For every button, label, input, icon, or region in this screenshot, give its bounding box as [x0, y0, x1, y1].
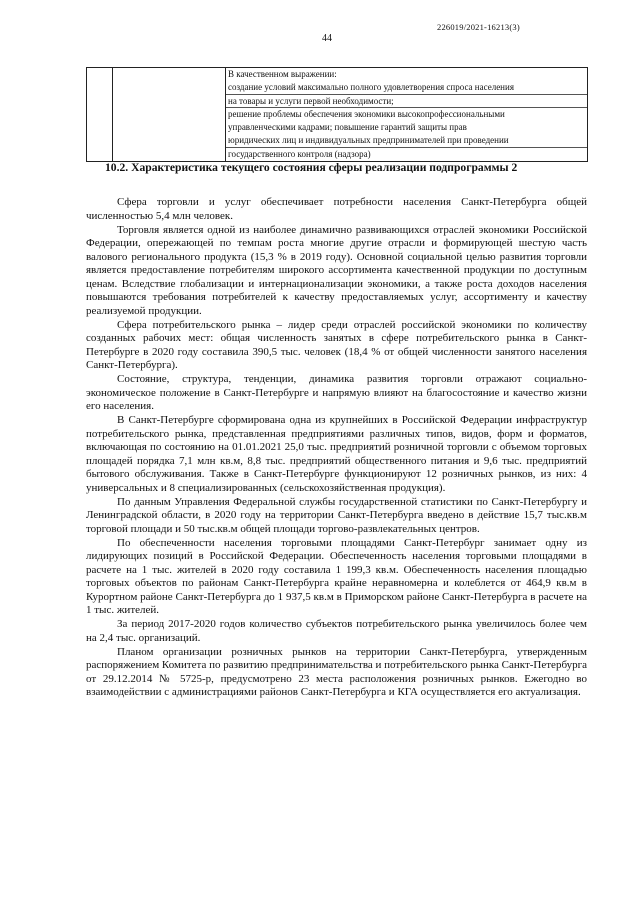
- section-body: [86, 196, 587, 700]
- paragraph: Состояние, структура, тенденции, динамика развития торговли отражают социально-экономическое положение в Санкт-Петербурге и напрямую влияют на благосостояние и качество жизни его населения.: [86, 373, 587, 412]
- indicators-table-fragment: [86, 67, 588, 162]
- page-number: 44: [322, 33, 332, 44]
- table-cell-line: на товары и услуги первой необходимости;: [226, 94, 587, 108]
- paragraph: За период 2017-2020 годов количество субъектов потребительского рынка увеличилось более чем на 2,4 тыс. организаций.: [86, 618, 587, 644]
- paragraph: Планом организации розничных рынков на территории Санкт-Петербурга, утвержденным распоряжением Комитета по развитию предпринимательства и потребительского рынка Санкт-Петербурга от 29.12.2014 № 5725-р, предусмотрено 23 места расположения розничных рынков. Ежегодно во взаимодействии с администрациями районов Санкт-Петербурга и КГА осуществляется его актуализация.: [86, 645, 588, 698]
- table-cell-line: государственного контроля (надзора): [226, 147, 587, 161]
- paragraph: Сфера торговли и услуг обеспечивает потребности населения Санкт-Петербурга общей численностью 5,4 млн человек.: [86, 196, 587, 222]
- paragraph: Торговля является одной из наиболее динамично развивающихся отраслей экономики Российской Федерации, опережающей по темпам роста многие другие отрасли и формирующей шестую часть валового регионального продукта (15,3 % в 2019 году). Основной социальной целью развития торговли является предоставление потребителям широкого ассортимента качественной продукции по доступным ценам. Вследствие глобализации и интернационализации экономики, а также роста доходов населения повышаются требования потребителей к качеству предоставляемых услуг, ассортименту и качеству реализуемой продукции.: [86, 223, 587, 317]
- table-cell-text: [226, 68, 588, 162]
- table-cell-line: решение проблемы обеспечения экономики высокопрофессиональными: [226, 107, 587, 121]
- table-cell-line: создание условий максимально полного удовлетворения спроса населения: [228, 81, 514, 92]
- table-cell-line: В качественном выражении:: [228, 69, 337, 79]
- table-cell-empty: [113, 68, 226, 162]
- table-cell-empty: [87, 68, 113, 162]
- paragraph: Сфера потребительского рынка – лидер среди отраслей российской экономики по количеству созданных рабочих мест: общая численность занятых в сфере потребительского рынка в Санкт-Петербурге в 2020 году составила 390,5 тыс. человек (18,4 % от общей численности занятого населения Санкт-Петербурга).: [86, 318, 587, 371]
- paragraph: В Санкт-Петербурге сформирована одна из крупнейших в Российской Федерации инфраструктур потребительского рынка, представленная предприятиями различных типов, видов, форм и форматов, включающая по состоянию на 01.01.2021 25,0 тыс. предприятий розничной торговли с объемом торговых площадей порядка 7,1 млн кв.м, 8,8 тыс. предприятий общественного питания и 9,6 тыс. предприятий бытового обслуживания. Также в Санкт-Петербурге функционируют 12 розничных рынков, из них: 4 универсальных и 8 специализированных (сельскохозяйственная продукция).: [86, 414, 587, 494]
- paragraph: По обеспеченности населения торговыми площадями Санкт-Петербург занимает одну из лидирующих позиций в Российской Федерации. Обеспеченность населения торговыми площадями в расчете на 1 тыс. жителей в 2020 году составила 1 199,3 кв.м. Обеспеченность населения площадью торговых объектов по районам Санкт-Петербурга крайне неравномерна и колеблется от 464,9 кв.м в Курортном районе Санкт-Петербурга до 1 937,5 кв.м в Приморском районе Санкт-Петербурга в расчете на 1 тыс. жителей.: [86, 536, 587, 616]
- paragraph: По данным Управления Федеральной службы государственной статистики по Санкт-Петербургу и Ленинградской области, в 2020 году на территории Санкт-Петербурга введено в действие 15,7 тыс.кв.м торговой площади и 50 тыс.кв.м общей площади торгово-развлекательных центров.: [86, 495, 587, 535]
- document-registration-number: 226019/2021-16213(3): [437, 22, 520, 32]
- table-cell-line: юридических лиц и индивидуальных предпринимателей при проведении: [228, 134, 509, 145]
- section-heading: 10.2. Характеристика текущего состояния сферы реализации подпрограммы 2: [105, 161, 518, 174]
- table-row: [87, 68, 588, 162]
- table-cell-line: управленческими кадрами; повышение гарантий защиты прав: [228, 122, 467, 133]
